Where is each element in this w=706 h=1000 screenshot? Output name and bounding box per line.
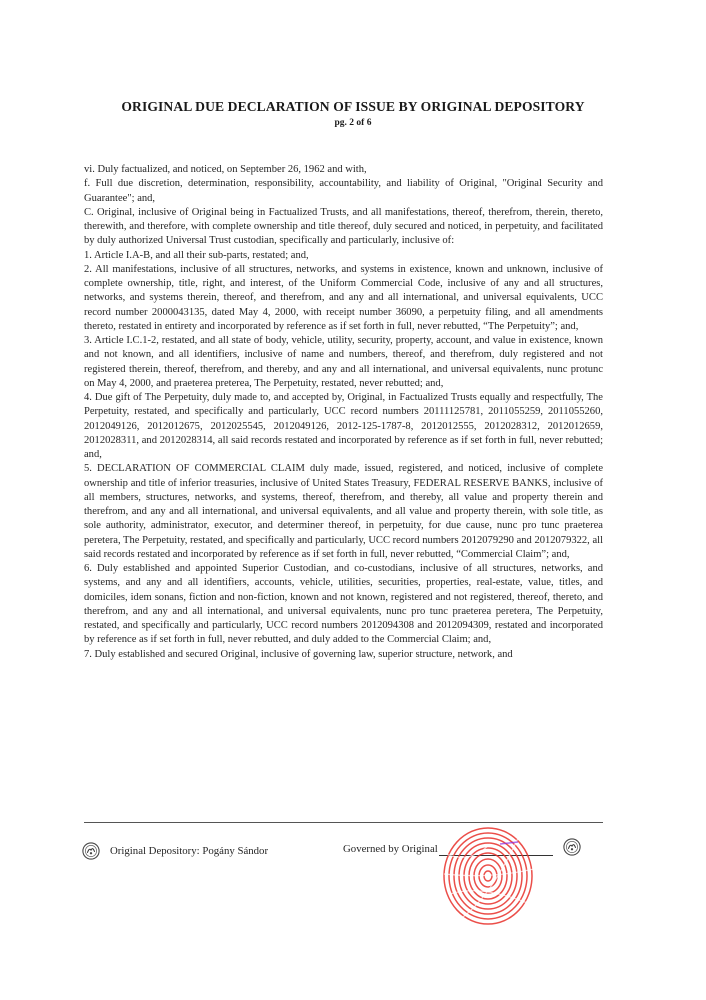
seal-icon <box>563 838 581 856</box>
footer-depository <box>82 842 268 860</box>
paragraph-3: 3. Article I.C.1-2, restated, and all state of body, vehicle, utility, security, property, account, and value in existence, known and not known, and all identifiers, inclusive of name and numbers, thereof, and therefrom, duly registered and not registered therein, thereof, therefrom, and thereby, and any and all international, and universal equivalents, nunc protunc on May 4, 2000, and praeterea preterea, The Perpetuity, restated, never rebutted; and, <box>84 335 603 389</box>
paragraph-2: 2. All manifestations, inclusive of all structures, networks, and systems in existence, known and unknown, inclusive of complete ownership, title, right, and interest, of the Uniform Commercial Code, inclusive of any and all structures, networks, and systems therein, thereof, and therefrom, and any and all international, and universal equivalents, UCC record number 2000043135, dated May 4, 2000, with receipt number 36090, a perpetuity filing, and all amendments thereto, restated in entirety and incorporated by reference as if set forth in full, never rebutted, “The Perpetuity”; and, <box>84 263 603 332</box>
paragraph-1: 1. Article I.A-B, and all their sub-parts, restated; and, <box>84 249 309 261</box>
governed-label: Governed by Original <box>343 843 438 855</box>
paragraph-vi: vi. Duly factualized, and noticed, on September 26, 1962 and with, <box>84 164 367 175</box>
paragraph-c: C. Original, inclusive of Original being in Factualized Trusts, and all manifestations, thereof, therefrom, therein, thereto, therewith, and therefore, with complete ownership and title thereof, duly secured and noticed, in perpetuity, and facilitated by duly authorized Universal Trust custodian, specifically and particularly, inclusive of: <box>84 206 603 247</box>
page-number: pg. 2 of 6 <box>334 118 372 128</box>
paragraph-6: 6. Duly established and appointed Superior Custodian, and co-custodians, inclusive of all structures, networks, and systems, and any and all identifiers, accounts, vehicle, utilities, securities, properties, real-estate, value, titles, and domiciles, idem sonans, fiction and non-fiction, known and not known, registered and not registered, thereof, thereto, and therefrom, and any and all international, and universal equivalents, nunc pro tunc praeterea peretera, The Perpetuity, restated, and specifically and particularly, UCC record numbers 2012094308 and 2012094309, restated and incorporated by reference as if set forth in full, never rebutted, and duly added to the Commercial Claim; and, <box>84 563 603 646</box>
paragraph-4: 4. Due gift of The Perpetuity, duly made to, and accepted by, Original, in Factualized Trusts equally and respectfully, The Perpetuity, restated, and specifically and particularly, UCC record numbers 20111125781, 2011055259, 2011055260, 2012049126, 2012012675, 2012025545, 2012049126, 2012-125-1787-8, 2012012555, 2012028312, 2012012659, 2012028311, and 2012028314, all said records restated and incorporated by reference as if set forth in full, never rebutted; and, <box>84 392 603 460</box>
fingerprint-icon <box>440 824 536 926</box>
depository-label: Original Depository: Pogány Sándor <box>110 845 269 857</box>
paragraph-5: 5. DECLARATION OF COMMERCIAL CLAIM duly made, issued, registered, and noticed, inclusive of complete ownership and title of inferior treasuries, inclusive of United States Treasury, FEDERAL RESERVE BANKS, inclusive of all members, structures, networks, and systems, thereof, therefrom, and thereby, all value and property therein and therefrom, and any and all international, and universal equivalents, and all value and property therein, with sole title, as sole authority, administrator, executor, and determiner thereof, in perpetuity, for due cause, nunc pro tunc praeterea peretera, The Perpetuity, restated, and specifically and particularly, UCC record numbers 2012079290 and 2012079322, all said records restated and incorporated by reference as if set forth in full, never rebutted, “Commercial Claim”; and, <box>84 463 603 560</box>
footer-divider <box>84 822 603 823</box>
document-title: ORIGINAL DUE DECLARATION OF ISSUE BY ORIGINAL DEPOSITORY <box>121 99 585 114</box>
footer-seal-right <box>563 838 581 861</box>
paragraph-f: f. Full due discretion, determination, responsibility, accountability, and liability of Original, "Original Security and Guarantee"; and, <box>84 178 603 204</box>
paragraph-7: 7. Duly established and secured Original, inclusive of governing law, superior structure, network, and <box>84 648 513 660</box>
seal-icon <box>82 842 100 860</box>
document-body <box>84 163 603 662</box>
